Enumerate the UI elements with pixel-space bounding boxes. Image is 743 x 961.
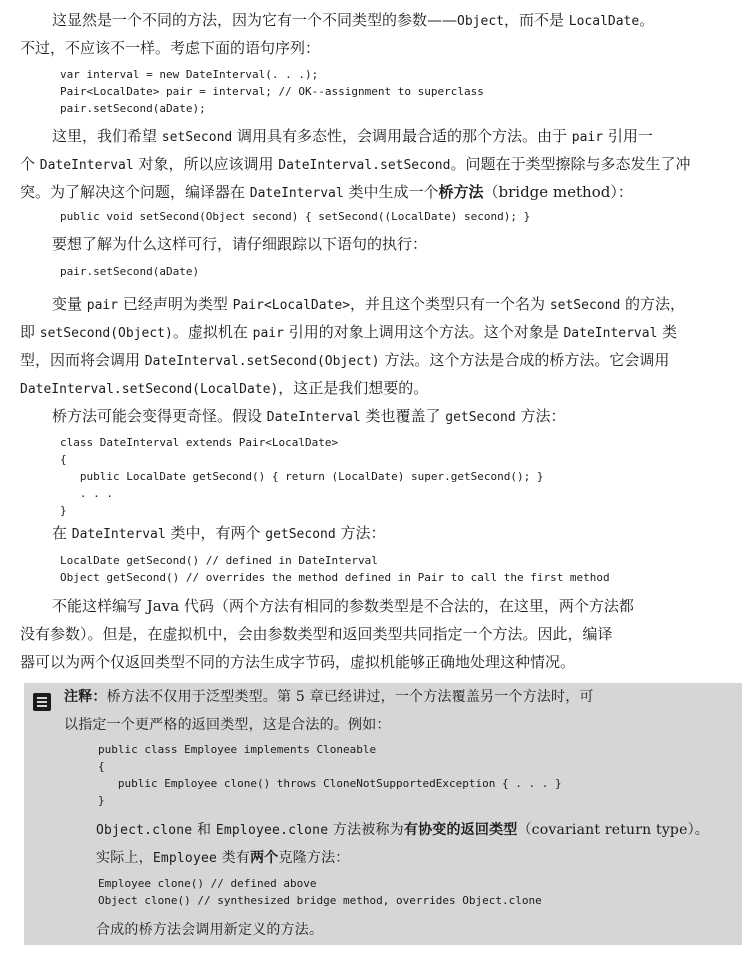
para2-line3: 突。为了解决这个问题，编译器在 DateInterval 类中生成一个桥方法（bridge method）： (20, 183, 633, 201)
para3: 要想了解为什么这样可行，请仔细跟踪以下语句的执行： (52, 235, 428, 253)
para4-line4: DateInterval.setSecond(LocalDate)，这正是我们想要的。 (20, 379, 429, 397)
code-line: Object getSecond() // overrides the method defined in Pair to call the first method (60, 571, 610, 584)
para7-line3: 器可以为两个仅返回类型不同的方法生成字节码，虚拟机能够正确地处理这种情况。 (20, 653, 576, 671)
para5: 桥方法可能会变得更奇怪。假设 DateInterval 类也覆盖了 getSecond 方法： (52, 407, 566, 425)
para1-line1: 这显然是一个不同的方法，因为它有一个不同类型的参数——Object，而不是 LocalDate。 (52, 11, 655, 29)
code-line: pair.setSecond(aDate) (60, 265, 200, 278)
code-line: public Employee clone() throws CloneNotSupportedException { . . . } (98, 777, 562, 790)
code-line: public class Employee implements Cloneable (98, 743, 377, 756)
note-line5: 合成的桥方法会调用新定义的方法。 (96, 922, 324, 938)
code-line: { (98, 760, 105, 773)
para7-line1: 不能这样编写 Java 代码（两个方法有相同的参数类型是不合法的，在这里，两个方法都 (52, 597, 634, 615)
para7-line2: 没有参数）。但是，在虚拟机中，会由参数类型和返回类型共同指定一个方法。因此，编译 (20, 625, 613, 643)
code-line: . . . (60, 487, 113, 500)
para1-line2: 不过，不应该不一样。考虑下面的语句序列： (20, 39, 321, 57)
note-line1: 注释：桥方法不仅用于泛型类型。第 5 章已经讲过，一个方法覆盖另一个方法时，可 (64, 689, 594, 705)
para4-line3: 型，因而将会调用 DateInterval.setSecond(Object) 方法。这个方法是合成的桥方法。它会调用 (20, 351, 670, 369)
code-line: public void setSecond(Object second) { setSecond((LocalDate) second); } (60, 210, 531, 223)
code-line: public LocalDate getSecond() { return (LocalDate) super.getSecond(); } (60, 470, 544, 483)
note-icon (33, 693, 51, 711)
code-line: pair.setSecond(aDate); (60, 102, 206, 115)
para6: 在 DateInterval 类中，有两个 getSecond 方法： (52, 524, 386, 542)
code-line: LocalDate getSecond() // defined in DateInterval (60, 554, 378, 567)
code-line: Employee clone() // defined above (98, 877, 317, 890)
code-line: class DateInterval extends Pair<LocalDate> (60, 436, 339, 449)
para2-line1: 这里，我们希望 setSecond 调用具有多态性，会调用最合适的那个方法。由于 pair 引用一 (52, 127, 653, 145)
code-line: { (60, 453, 67, 466)
note-line3: Object.clone 和 Employee.clone 方法被称为有协变的返回类型（covariant return type）。 (96, 822, 709, 838)
para4-line2: 即 setSecond(Object)。虚拟机在 pair 引用的对象上调用这个方法。这个对象是 DateInterval 类 (20, 323, 678, 341)
code-line: Object clone() // synthesized bridge method, overrides Object.clone (98, 894, 542, 907)
para4-line1: 变量 pair 已经声明为类型 Pair<LocalDate>，并且这个类型只有一个名为 setSecond 的方法， (52, 295, 686, 313)
code-line: Pair<LocalDate> pair = interval; // OK--assignment to superclass (60, 85, 484, 98)
para2-line2: 个 DateInterval 对象，所以应该调用 DateInterval.setSecond。问题在于类型擦除与多态发生了冲 (20, 155, 691, 173)
note-line2: 以指定一个更严格的返回类型，这是合法的。例如： (64, 717, 391, 733)
note-line4: 实际上，Employee 类有两个克隆方法： (96, 850, 350, 866)
code-line: } (98, 794, 105, 807)
code-line: var interval = new DateInterval(. . .); (60, 68, 319, 81)
code-line: } (60, 504, 67, 517)
